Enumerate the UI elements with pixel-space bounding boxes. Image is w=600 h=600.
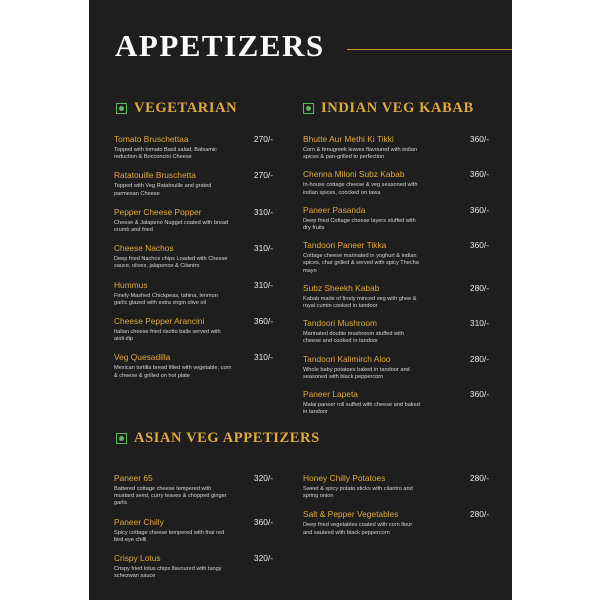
item-name: Tandoori Kalimirch Aloo <box>303 353 391 364</box>
section-header-indian-veg-kabab <box>303 100 474 117</box>
menu-item <box>303 134 489 161</box>
item-price: 360/- <box>253 316 273 327</box>
item-price: 310/- <box>469 318 489 329</box>
menu-item <box>114 280 273 307</box>
item-description: Kabab made of finely minced veg with ghee & royal cumin cooked in tandoor <box>303 295 417 310</box>
item-name: Tandoori Mushroom <box>303 318 378 329</box>
item-name: Paneer 65 <box>114 473 153 483</box>
menu-item <box>303 240 489 275</box>
asian-veg-list-right <box>303 473 489 546</box>
menu-item <box>114 134 273 161</box>
item-description: Corn & fenugreek leaves flavoured with indian spices & pan-grilled to perfection <box>303 147 418 161</box>
item-name: Honey Chilly Potatoes <box>303 473 386 483</box>
asian-veg-list-left <box>114 473 273 589</box>
item-price: 280/- <box>469 473 489 483</box>
item-description: Battered cottage cheese tempered with mustard seed, curry leaves & chopped ginger garlic <box>114 486 227 507</box>
menu-item <box>303 509 489 536</box>
item-name: Tandoori Paneer Tikka <box>303 240 387 251</box>
item-name: Cheese Nachos <box>114 243 174 254</box>
item-price: 270/- <box>253 170 273 181</box>
item-name: Paneer Chilly <box>114 516 164 527</box>
menu-item <box>114 316 273 343</box>
item-description: Italian cheese fried risotto balls served with aioli dip <box>114 329 221 343</box>
item-price: 310/- <box>253 352 273 363</box>
item-name: Crispy Lotus <box>114 553 161 564</box>
item-description: Topped with Veg Ratatouille and grated parmesan Cheese <box>114 183 212 197</box>
menu-item <box>114 243 273 270</box>
menu-item <box>114 553 273 580</box>
menu-item <box>303 169 489 196</box>
vegetarian-list <box>114 134 273 389</box>
item-description: Topped with tomato Basil salad, Balsamic reduction & Bocconcini Cheese <box>114 147 217 161</box>
item-description: Deep fried Cottage cheese layers stuffed with dry fruits <box>303 217 416 232</box>
veg-mark-icon <box>116 103 127 114</box>
item-price: 270/- <box>253 134 273 144</box>
menu-item <box>303 318 489 345</box>
item-price: 360/- <box>469 169 489 180</box>
item-price: 360/- <box>469 389 489 400</box>
item-price: 280/- <box>469 282 489 293</box>
section-header-asian-veg-appetizers <box>116 430 320 447</box>
item-name: Paneer Lapeta <box>303 389 358 400</box>
item-price: 310/- <box>253 279 273 290</box>
item-name: Bhutte Aur Methi Ki Tikki <box>303 134 394 144</box>
menu-item <box>114 352 273 379</box>
menu-item <box>303 473 489 500</box>
item-description: Spicy cottage cheese tempered with thai red bird eye chilli <box>114 529 225 543</box>
item-name: Tomato Bruschettaa <box>114 134 189 144</box>
section-header-vegetarian <box>116 100 237 117</box>
item-name: Chenna Miloni Subz Kabab <box>303 169 405 180</box>
item-description: In-house cottage cheese & veg seasoned with indian spices, coocked on tawa <box>303 182 418 196</box>
item-name: Ratatouille Bruschetta <box>114 170 196 181</box>
item-name: Veg Quesadilla <box>114 352 171 363</box>
item-description: Crispy fried lotus chips flavoured with tangy schezwan sauce <box>114 566 222 580</box>
item-price: 310/- <box>253 206 273 217</box>
menu-item <box>303 354 489 381</box>
item-description: Malai paneer roll suffed with cheese and baked in tandoor <box>303 402 420 416</box>
item-price: 320/- <box>253 553 273 564</box>
title-divider <box>347 49 512 50</box>
item-name: Cheese Pepper Arancini <box>114 316 205 327</box>
section-title: INDIAN VEG KABAB <box>321 100 474 116</box>
item-name: Paneer Pasanda <box>303 204 366 215</box>
item-description: Mexican tortilla bread filled with vegetable, corn & cheese & grilled on hot plate <box>114 365 232 379</box>
menu-page <box>89 0 512 600</box>
item-price: 360/- <box>253 516 273 527</box>
menu-item <box>303 205 489 232</box>
item-description: Whole baby potatoes baked in tandoor and seasoned with black peppercorn <box>303 366 410 380</box>
menu-item <box>114 517 273 544</box>
menu-item <box>303 389 489 416</box>
item-price: 360/- <box>469 240 489 251</box>
menu-item <box>114 473 273 508</box>
item-description: Finely Mashed Chickpeas, tahina, lenmon garlic glazed with extra virgin olive oil <box>114 292 218 306</box>
item-name: Subz Sheekh Kabab <box>303 282 380 293</box>
section-title: VEGETARIAN <box>134 100 238 116</box>
item-description: Sweet & spicy potato sticks with cilantro and spring onion <box>303 486 413 500</box>
page-title: APPETIZERS <box>115 28 325 63</box>
item-name: Hummus <box>114 279 148 290</box>
veg-mark-icon <box>116 433 127 444</box>
item-price: 360/- <box>469 204 489 215</box>
menu-item <box>114 207 273 234</box>
menu-item <box>303 283 489 310</box>
item-price: 280/- <box>469 353 489 364</box>
item-description: Marinated double mushroom stuffed with cheese and cooked in tandoor <box>303 331 404 345</box>
item-name: Salt & Pepper Vegetables <box>303 509 399 520</box>
item-description: Cheese & Jalapeno Nugget coated with bread crumb and fried <box>114 219 229 234</box>
item-price: 280/- <box>469 509 489 520</box>
menu-item <box>114 170 273 197</box>
item-price: 320/- <box>253 473 273 483</box>
indian-veg-kabab-list <box>303 134 489 424</box>
item-price: 310/- <box>253 243 273 254</box>
section-title: ASIAN VEG APPETIZERS <box>134 430 320 446</box>
veg-mark-icon <box>303 103 314 114</box>
item-description: Cottage cheese marinated in yoghurt & indian spices, char grilled & served with spicy Thecha mayo <box>303 253 419 274</box>
item-description: Deep fried vegetables coated with corn flour and sauteed with black peppercorn <box>303 522 413 536</box>
item-description: Deep fried Nachos chips Loaded with Cheese sauce, olives, jalapenos & Cilantro <box>114 256 228 270</box>
item-name: Pepper Cheese Popper <box>114 206 202 217</box>
item-price: 360/- <box>469 134 489 144</box>
